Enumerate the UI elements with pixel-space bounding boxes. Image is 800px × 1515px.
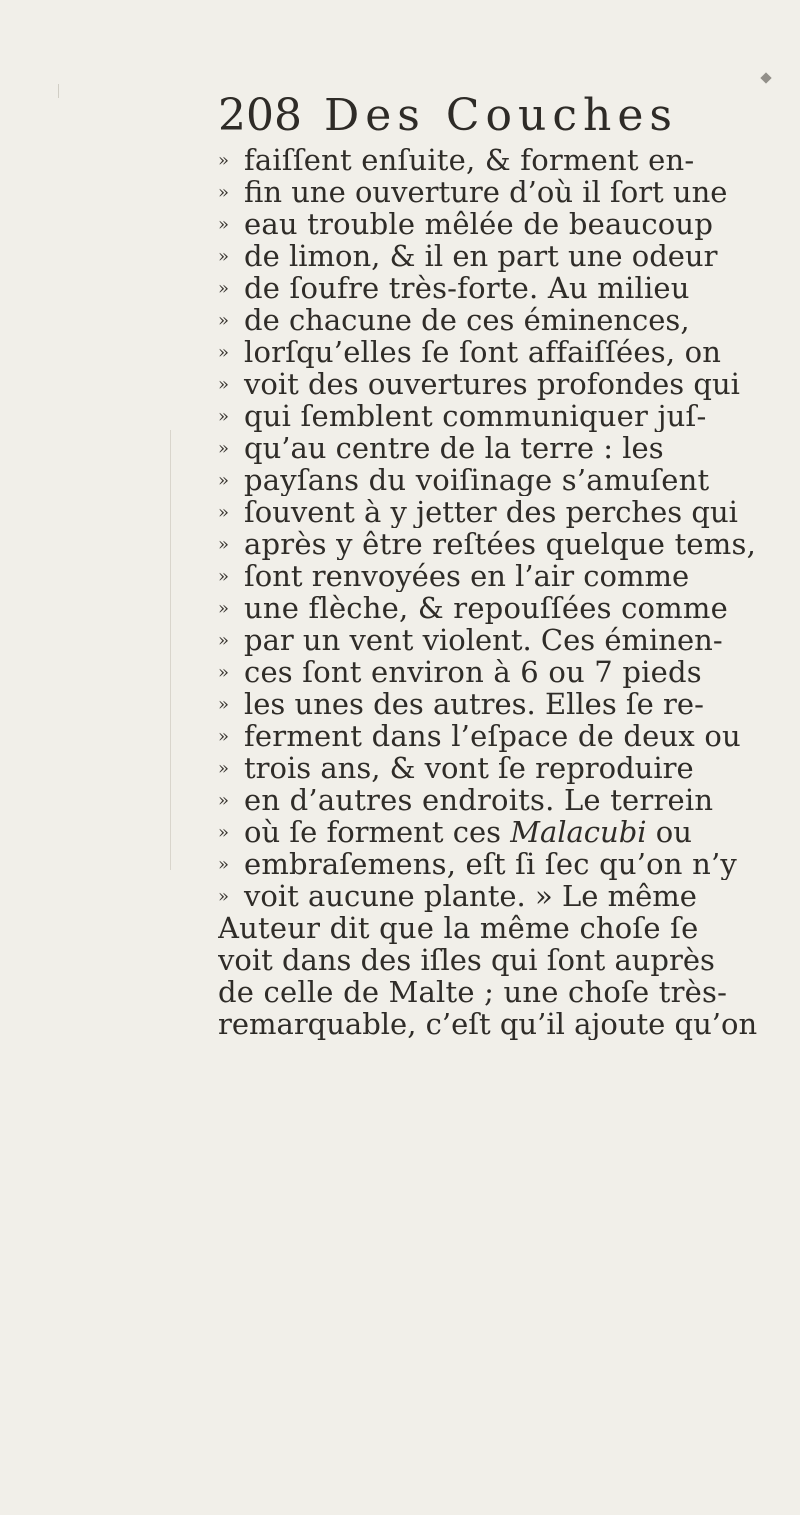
quotation-mark: » bbox=[218, 534, 230, 555]
text-line bbox=[218, 1008, 798, 1040]
quotation-mark: » bbox=[218, 214, 230, 235]
text-line bbox=[218, 592, 798, 624]
line-text: où ſe forment ces Malacubi ou bbox=[244, 816, 692, 848]
quotation-mark: » bbox=[218, 438, 230, 459]
quotation-mark: » bbox=[218, 726, 230, 747]
line-text: ſont renvoyées en l’air comme bbox=[244, 560, 690, 592]
text-line bbox=[218, 560, 798, 592]
ink-spot bbox=[760, 72, 771, 83]
quotation-mark: » bbox=[218, 566, 230, 587]
line-text: qu’au centre de la terre : les bbox=[244, 432, 664, 464]
quotation-mark: » bbox=[218, 374, 230, 395]
line-text: ſouvent à y jetter des perches qui bbox=[244, 496, 738, 528]
quotation-mark: » bbox=[218, 278, 230, 299]
line-text: faiſſent enſuite, & forment en- bbox=[244, 144, 695, 176]
quotation-mark: » bbox=[218, 406, 230, 427]
line-text: remarquable, c’eſt qu’il ajoute qu’on bbox=[218, 1008, 758, 1040]
text-line bbox=[218, 624, 798, 656]
quotation-mark: » bbox=[218, 502, 230, 523]
page-fold-shadow bbox=[170, 430, 171, 870]
line-text: après y être reſtées quelque tems, bbox=[244, 528, 756, 560]
text-line bbox=[218, 784, 798, 816]
line-text: Auteur dit que la même choſe ſe bbox=[218, 912, 699, 944]
quotation-mark: » bbox=[218, 598, 230, 619]
line-text: en d’autres endroits. Le terrein bbox=[244, 784, 714, 816]
quotation-mark: » bbox=[218, 246, 230, 267]
running-title: Des Couches bbox=[323, 90, 678, 141]
line-text: les unes des autres. Elles ſe re- bbox=[244, 688, 704, 720]
line-text: eau trouble mêlée de beaucoup bbox=[244, 208, 714, 240]
quotation-mark: » bbox=[218, 822, 230, 843]
text-line bbox=[218, 336, 798, 368]
quotation-mark: » bbox=[218, 310, 230, 331]
line-text: payſans du voiſinage s’amuſent bbox=[244, 464, 710, 496]
line-text: de celle de Malte ; une choſe très- bbox=[218, 976, 728, 1008]
text-line bbox=[218, 688, 798, 720]
line-text: embraſemens, eſt ſi ſec qu’on n’y bbox=[244, 848, 737, 880]
quotation-mark: » bbox=[218, 182, 230, 203]
line-text: voit dans des iſles qui ſont auprès bbox=[218, 944, 715, 976]
line-text: ces ſont environ à 6 ou 7 pieds bbox=[244, 656, 702, 688]
text-line bbox=[218, 528, 798, 560]
quotation-mark: » bbox=[218, 630, 230, 651]
text-line bbox=[218, 176, 798, 208]
line-text: voit des ouvertures profondes qui bbox=[244, 368, 740, 400]
body-text bbox=[218, 144, 798, 1040]
text-line bbox=[218, 272, 798, 304]
line-text: de limon, & il en part une odeur bbox=[244, 240, 718, 272]
line-text: fin une ouverture d’où il ſort une bbox=[244, 176, 728, 208]
line-text: trois ans, & vont ſe reproduire bbox=[244, 752, 694, 784]
margin-mark bbox=[58, 84, 67, 98]
text-line bbox=[218, 208, 798, 240]
quotation-mark: » bbox=[218, 470, 230, 491]
quotation-mark: » bbox=[218, 150, 230, 171]
text-line bbox=[218, 144, 798, 176]
text-line bbox=[218, 752, 798, 784]
line-text: de ſoufre très-forte. Au milieu bbox=[244, 272, 690, 304]
quotation-mark: » bbox=[218, 886, 230, 907]
text-line bbox=[218, 496, 798, 528]
text-line bbox=[218, 240, 798, 272]
text-line bbox=[218, 400, 798, 432]
text-line bbox=[218, 944, 798, 976]
quotation-mark: » bbox=[218, 790, 230, 811]
line-text: lorſqu’elles ſe ſont affaiſſées, on bbox=[244, 336, 722, 368]
text-line bbox=[218, 656, 798, 688]
text-line bbox=[218, 880, 798, 912]
line-text: qui ſemblent communiquer juſ- bbox=[244, 400, 707, 432]
line-text: par un vent violent. Ces éminen- bbox=[244, 624, 723, 656]
text-line bbox=[218, 848, 798, 880]
quotation-mark: » bbox=[218, 758, 230, 779]
quotation-mark: » bbox=[218, 854, 230, 875]
line-text: ferment dans l’eſpace de deux ou bbox=[244, 720, 741, 752]
text-line bbox=[218, 368, 798, 400]
quotation-mark: » bbox=[218, 342, 230, 363]
text-line bbox=[218, 464, 798, 496]
line-text: de chacune de ces éminences, bbox=[244, 304, 690, 336]
line-text: une flèche, & repouſſées comme bbox=[244, 592, 728, 624]
text-line bbox=[218, 304, 798, 336]
running-header bbox=[218, 88, 678, 144]
quotation-mark: » bbox=[218, 694, 230, 715]
quotation-mark: » bbox=[218, 662, 230, 683]
text-line bbox=[218, 432, 798, 464]
text-line bbox=[218, 912, 798, 944]
italic-term: Malacubi bbox=[510, 816, 647, 848]
text-line bbox=[218, 816, 798, 848]
text-line bbox=[218, 720, 798, 752]
text-line bbox=[218, 976, 798, 1008]
line-text: voit aucune plante. » Le même bbox=[244, 880, 697, 912]
page-number: 208 bbox=[218, 90, 302, 141]
